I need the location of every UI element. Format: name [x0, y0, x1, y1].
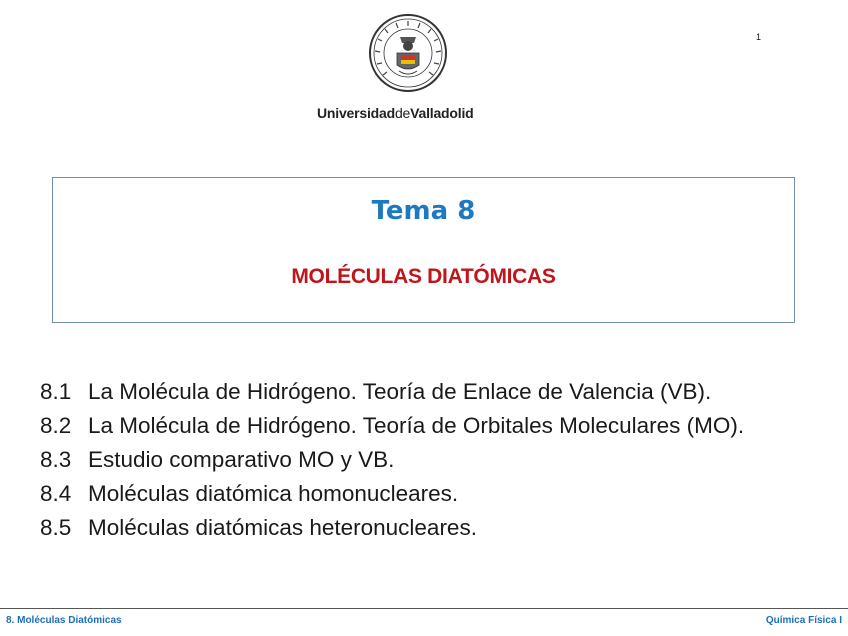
university-name-part1: Universidad — [317, 105, 395, 121]
contents-item-text: Moléculas diatómicas heteronucleares. — [88, 515, 477, 540]
contents-item-number: 8.4 — [40, 481, 72, 506]
contents-item-number: 8.5 — [40, 515, 72, 540]
contents-item — [40, 443, 744, 477]
contents-item-text: Estudio comparativo MO y VB. — [88, 447, 395, 472]
title-box — [52, 177, 795, 323]
university-name-part3: Valladolid — [410, 105, 474, 121]
contents-item-text: Moléculas diatómica homonucleares. — [88, 481, 459, 506]
contents-item-text: La Molécula de Hidrógeno. Teoría de Orbitales Moleculares (MO). — [88, 413, 745, 438]
university-wordmark — [317, 105, 499, 121]
university-name-part2: de — [394, 105, 411, 121]
contents-item-number: 8.2 — [40, 413, 72, 438]
contents-item — [40, 409, 744, 443]
contents-item — [40, 477, 744, 511]
footer-chapter-label: 8. Moléculas Diatómicas — [6, 615, 122, 626]
contents-item-number: 8.1 — [40, 379, 72, 404]
contents-item-number: 8.3 — [40, 447, 72, 472]
contents-item — [40, 511, 744, 545]
topic-subtitle: MOLÉCULAS DIATÓMICAS — [291, 265, 556, 288]
contents-item-text: La Molécula de Hidrógeno. Teoría de Enlace de Valencia (VB). — [88, 379, 712, 404]
university-seal-logo — [357, 9, 459, 97]
contents-list — [40, 375, 744, 545]
footer-course-label: Química Física I — [765, 615, 842, 626]
footer-divider — [0, 608, 848, 609]
contents-item — [40, 375, 744, 409]
page-number: 1 — [756, 32, 762, 42]
topic-title: Tema 8 — [371, 196, 476, 226]
